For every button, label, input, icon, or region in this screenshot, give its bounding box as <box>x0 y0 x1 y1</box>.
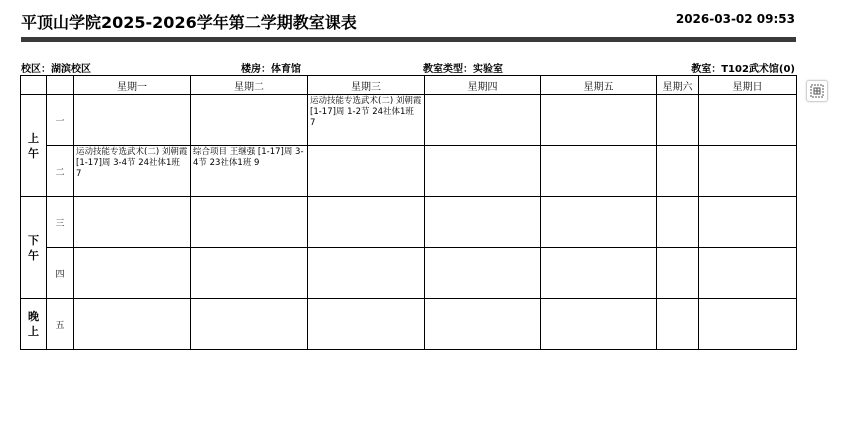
slot-tue-s4 <box>191 248 308 299</box>
schedule-row-section-3 <box>21 197 797 248</box>
slot-wed-s5 <box>308 299 425 350</box>
schedule-table <box>20 75 797 350</box>
period-afternoon <box>21 197 47 299</box>
slot-tue-s3 <box>191 197 308 248</box>
section-label-3: 三 <box>47 197 74 248</box>
slot-sun-s5 <box>699 299 797 350</box>
slot-wed-s1 <box>308 95 425 146</box>
page-title: 平顶山学院2025-2026学年第二学期教室课表 <box>21 13 357 32</box>
slot-tue-s1 <box>191 95 308 146</box>
period-afternoon-label: 下午 <box>28 233 39 262</box>
period-morning <box>21 95 47 197</box>
slot-wed-s3 <box>308 197 425 248</box>
schedule-row-section-4 <box>21 248 797 299</box>
slot-fri-s3 <box>541 197 657 248</box>
section-label-5: 五 <box>47 299 74 350</box>
day-header-fri: 星期五 <box>541 76 657 95</box>
slot-sun-s1 <box>699 95 797 146</box>
slot-thu-s3 <box>425 197 541 248</box>
slot-fri-s5 <box>541 299 657 350</box>
schedule-row-section-1 <box>21 95 797 146</box>
slot-mon-s3 <box>74 197 191 248</box>
slot-wed-s2 <box>308 146 425 197</box>
slot-thu-s5 <box>425 299 541 350</box>
slot-mon-s1 <box>74 95 191 146</box>
day-header-sun: 星期日 <box>699 76 797 95</box>
slot-sat-s3 <box>657 197 699 248</box>
section-label-2: 二 <box>47 146 74 197</box>
slot-mon-s2 <box>74 146 191 197</box>
header-divider <box>21 37 796 42</box>
corner-cell <box>21 76 47 95</box>
section-label-4: 四 <box>47 248 74 299</box>
campus-label: 校区：湖滨校区 <box>21 64 91 75</box>
grid-select-icon-glyph <box>810 84 824 98</box>
slot-fri-s1 <box>541 95 657 146</box>
corner-cell-section <box>47 76 74 95</box>
slot-sat-s1 <box>657 95 699 146</box>
period-evening <box>21 299 47 350</box>
slot-tue-s5 <box>191 299 308 350</box>
day-header-tue: 星期二 <box>191 76 308 95</box>
day-header-sat: 星期六 <box>657 76 699 95</box>
slot-wed-s4 <box>308 248 425 299</box>
slot-sun-s2 <box>699 146 797 197</box>
slot-thu-s4 <box>425 248 541 299</box>
day-header-wed: 星期三 <box>308 76 425 95</box>
day-header-row <box>21 76 797 95</box>
period-morning-label: 上午 <box>28 131 39 160</box>
building-label: 楼房：体育馆 <box>241 64 301 75</box>
slot-fri-s4 <box>541 248 657 299</box>
slot-sun-s3 <box>699 197 797 248</box>
slot-sat-s5 <box>657 299 699 350</box>
period-evening-label: 晚上 <box>28 310 39 338</box>
day-header-mon: 星期一 <box>74 76 191 95</box>
slot-sun-s4 <box>699 248 797 299</box>
slot-sat-s2 <box>657 146 699 197</box>
slot-sat-s4 <box>657 248 699 299</box>
schedule-row-section-2 <box>21 146 797 197</box>
schedule-row-section-5 <box>21 299 797 350</box>
section-label-1: 一 <box>47 95 74 146</box>
course-entry[interactable]: 运动技能专选武术(二) 刘朝霞 [1-17]周 3-4节 24社体1班 7 <box>76 147 188 179</box>
course-entry[interactable]: 运动技能专选武术(二) 刘朝霞 [1-17]周 1-2节 24社体1班 7 <box>310 96 422 128</box>
slot-mon-s5 <box>74 299 191 350</box>
slot-mon-s4 <box>74 248 191 299</box>
room-label: 教室：T102武术馆(0) <box>691 64 795 75</box>
slot-thu-s1 <box>425 95 541 146</box>
grid-select-icon[interactable] <box>806 80 828 102</box>
slot-tue-s2 <box>191 146 308 197</box>
slot-thu-s2 <box>425 146 541 197</box>
slot-fri-s2 <box>541 146 657 197</box>
room-type-label: 教室类型：实验室 <box>423 64 503 75</box>
course-entry[interactable]: 综合项目 王继强 [1-17]周 3-4节 23社体1班 9 <box>193 147 304 168</box>
day-header-thu: 星期四 <box>425 76 541 95</box>
print-datetime: 2026-03-02 09:53 <box>675 12 795 26</box>
